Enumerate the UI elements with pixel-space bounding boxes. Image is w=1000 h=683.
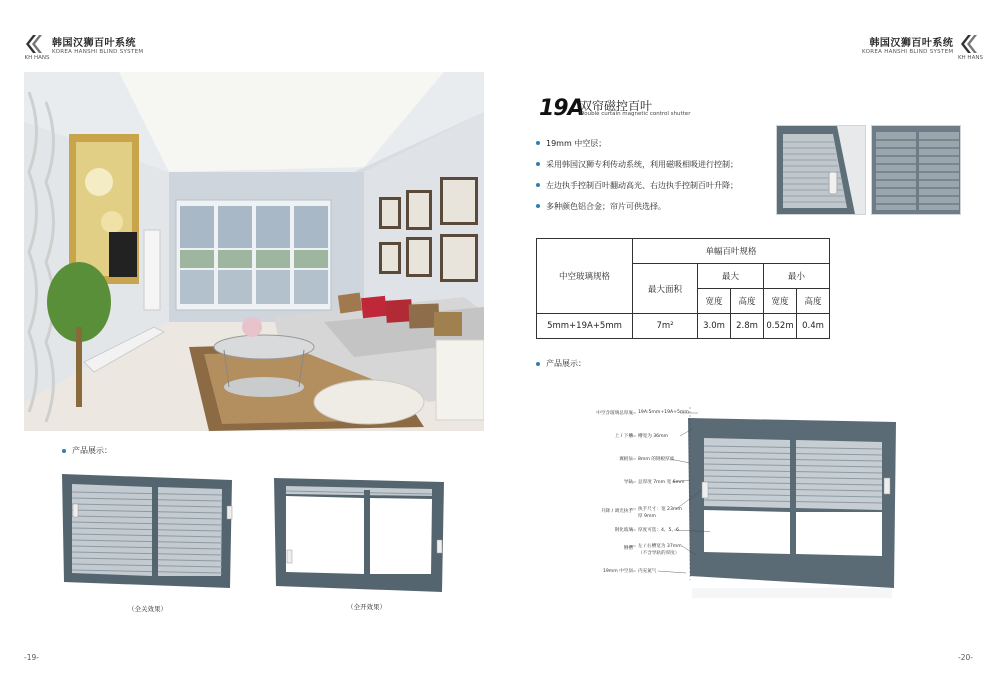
- annot-value: 8mm 的钢板厚度: [638, 457, 675, 462]
- model-number: 19A: [539, 96, 584, 121]
- annot-value: 左 / 右槽宽为 37mm: [638, 544, 682, 549]
- feature-item: 19mm 中空层；: [536, 133, 738, 154]
- header-max: 最大: [698, 264, 764, 289]
- caption-closed: （全关效果）: [128, 605, 167, 613]
- page-number-right: -20-: [958, 653, 973, 662]
- annot-value: 19A:5mm+19A+5mm: [638, 410, 689, 415]
- spec-table: [536, 238, 830, 339]
- header-max-height: 高度: [731, 289, 764, 314]
- table-row: [537, 314, 830, 339]
- window-open-render: [272, 474, 452, 596]
- brand-mark-text: KH HANS: [957, 55, 983, 61]
- annot-label: 导轨: [623, 480, 633, 485]
- header-single-blind-spec: 单幅百叶规格: [633, 239, 830, 264]
- annot-leader-lines: [630, 405, 710, 580]
- feature-item: 多种颜色铝合金；帘片可供选择。: [536, 196, 738, 217]
- annot-label: 19mm 中空层: [602, 569, 633, 574]
- annot-value: 执手尺寸：宽 23mm: [638, 507, 682, 512]
- header-max-area: 最大面积: [633, 264, 698, 314]
- annot-label: 钢化玻璃: [614, 528, 633, 533]
- header-min-height: 高度: [797, 289, 830, 314]
- brand-mark-icon: [24, 33, 50, 61]
- window-closed-render: [60, 470, 240, 592]
- detail-thumbnail-handle: [776, 125, 866, 215]
- brand-logo-right: [862, 30, 983, 61]
- brand-name-cn: 韩国汉狮百叶系统: [52, 37, 136, 49]
- window-diagram-render: [684, 412, 900, 602]
- feature-item: 左边执手控制百叶翻动高光、右边执手控制百叶升降；: [536, 175, 738, 196]
- annot-value: （不含导轨的厚度）: [638, 551, 680, 556]
- cell-min-width: 0.52m: [764, 314, 797, 339]
- header-max-width: 宽度: [698, 289, 731, 314]
- living-room-photo: [24, 72, 484, 431]
- section-label-right: 产品展示：: [536, 358, 586, 369]
- brand-name-en: KOREA HANSHI BLIND SYSTEM: [862, 48, 954, 55]
- header-glass-spec: 中空玻璃规格: [537, 239, 633, 314]
- feature-list: [536, 133, 738, 217]
- annot-value: 槽宽为 36mm: [638, 434, 669, 439]
- cell-max-height: 2.8m: [731, 314, 764, 339]
- brand-mark-icon: [957, 33, 983, 61]
- header-min: 最小: [764, 264, 830, 289]
- cell-glass: 5mm+19A+5mm: [537, 314, 633, 339]
- annot-value: 内充氮气: [638, 569, 657, 574]
- feature-item: 采用韩国汉狮专利传动系统，利用磁吸相吸进行控制；: [536, 154, 738, 175]
- product-name-cn: 双帘磁控百叶: [580, 99, 653, 113]
- cell-max-width: 3.0m: [698, 314, 731, 339]
- caption-open: （全开效果）: [347, 603, 386, 611]
- annot-value: 厚度可选：4、5、6: [638, 528, 679, 533]
- product-name-en: Double curtain magnetic control shutter: [580, 111, 691, 117]
- annot-label: 翼板位: [619, 457, 633, 462]
- cell-max-area: 7m²: [633, 314, 698, 339]
- detail-thumbnail-blind: [871, 125, 961, 215]
- cell-min-height: 0.4m: [797, 314, 830, 339]
- brand-logo-left: [24, 30, 144, 61]
- annot-label: 升降 / 调光执手: [600, 509, 633, 514]
- annot-value: 总厚度 7mm 宽 6mm: [638, 480, 685, 485]
- brand-mark-text: KH HANS: [24, 55, 50, 61]
- brand-name-cn: 韩国汉狮百叶系统: [869, 37, 954, 49]
- annot-value: 厚 9mm: [638, 514, 656, 519]
- annot-label: 上 / 下槽: [614, 434, 633, 439]
- brand-name-en: KOREA HANSHI BLIND SYSTEM: [52, 48, 144, 55]
- section-label-left: 产品展示：: [62, 445, 112, 456]
- annot-label: 中空含玻璃总厚度: [596, 411, 633, 416]
- header-min-width: 宽度: [764, 289, 797, 314]
- annot-label: 侧槽: [623, 546, 633, 551]
- page-number-left: -19-: [24, 653, 39, 662]
